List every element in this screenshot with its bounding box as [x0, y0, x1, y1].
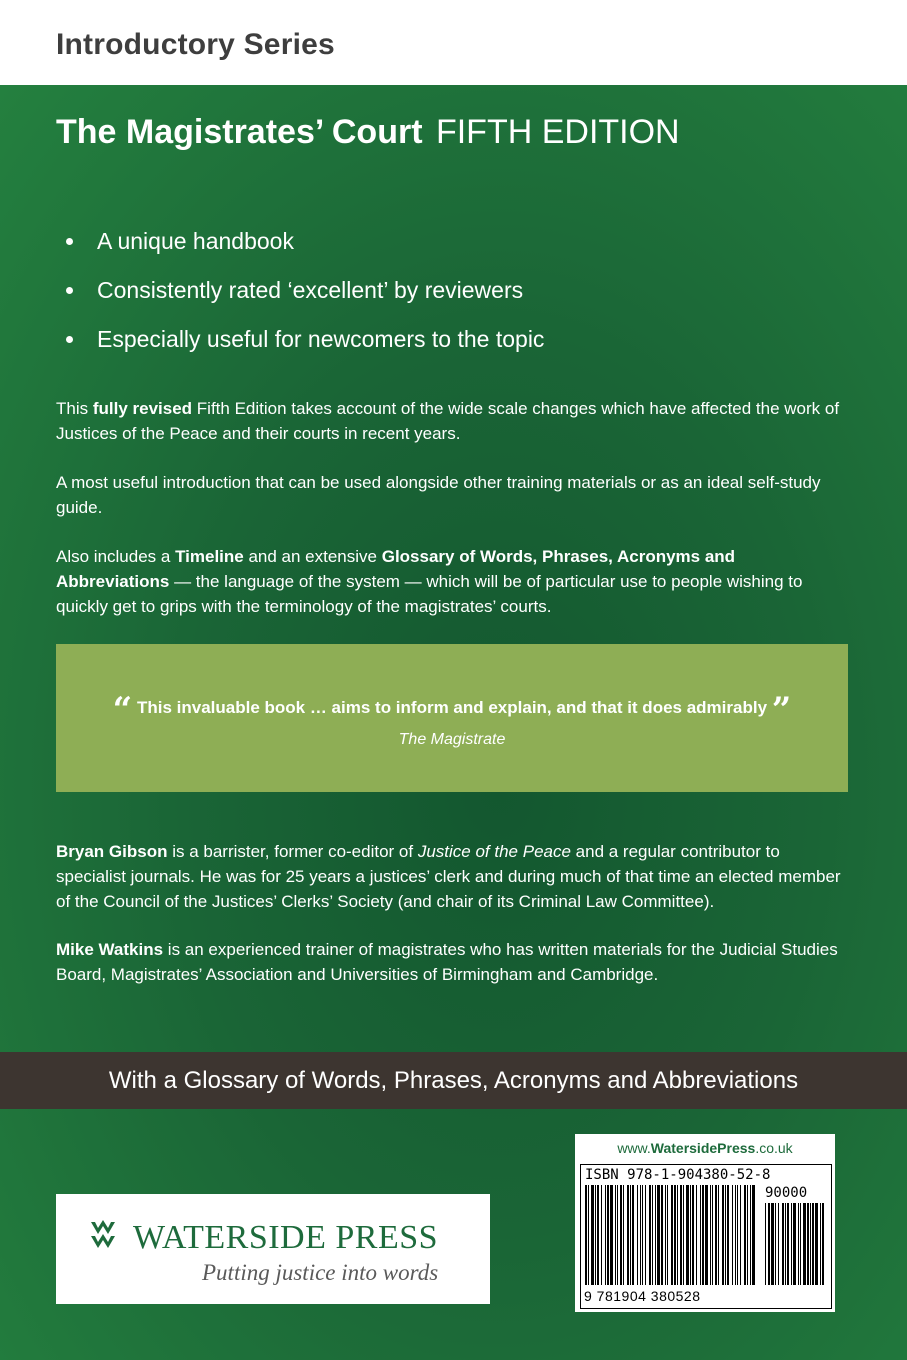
description-paragraph-2: A most useful introduction that can be used alongside other training materials or as an ideal self-study guide.	[56, 473, 821, 517]
review-quote	[56, 690, 848, 730]
bullet-dot-icon	[66, 238, 73, 245]
book-title-main: The Magistrates’ Court	[56, 113, 423, 151]
series-band	[0, 0, 907, 85]
book-edition: FIFTH EDITION	[435, 113, 680, 151]
bullet-item: Especially useful for newcomers to the topic	[56, 320, 544, 369]
bullet-item: A unique handbook	[56, 222, 544, 271]
glossary-band	[0, 1052, 907, 1109]
bullet-item: Consistently rated ‘excellent’ by reviewers	[56, 271, 544, 320]
book-title	[56, 113, 680, 152]
isbn-barcode	[580, 1164, 832, 1309]
isbn-label: ISBN 978-1-904380-52-8	[585, 1167, 771, 1183]
barcode-panel	[575, 1134, 835, 1312]
bullet-dot-icon	[66, 336, 73, 343]
waterside-wave-icon	[89, 1220, 125, 1252]
series-label: Introductory Series	[56, 28, 335, 61]
review-quote-box	[56, 644, 848, 792]
bullet-dot-icon	[66, 287, 73, 294]
author-bio-1: Bryan Gibson is a barrister, former co-editor of Justice of the Peace and a regular contributor to specialist journals. He was for 25 years a justices’ clerk and during much of that time an elected member of the Council of the Justices’ Clerks’ Society (and chair of its Criminal Law Committee).	[56, 842, 841, 911]
close-quote-icon: ”	[771, 690, 792, 730]
publisher-name: WATERSIDE PRESS	[133, 1219, 439, 1256]
publisher-logo	[56, 1194, 490, 1304]
description-paragraph-1: This fully revised Fifth Edition takes account of the wide scale changes which have affected the work of Justices of the Peace and their courts in recent years.	[56, 399, 840, 443]
publisher-tagline: Putting justice into words	[202, 1260, 439, 1285]
review-quote-text: This invaluable book … aims to inform and explain, and that it does admirably	[136, 698, 768, 717]
open-quote-icon: “	[112, 690, 133, 730]
price-addon-label: 90000	[765, 1185, 808, 1201]
author-bio-2: Mike Watkins is an experienced trainer of magistrates who has written materials for the Judicial Studies Board, Magistrates’ Association and Universities of Birmingham and Cambridge.	[56, 940, 838, 984]
feature-bullets	[56, 222, 544, 369]
barcode-bars	[583, 1185, 829, 1289]
publisher-url[interactable]: www.WatersidePress.co.uk	[617, 1140, 793, 1156]
description-paragraph-3: Also includes a Timeline and an extensive Glossary of Words, Phrases, Acronyms and Abbreviations — the language of the system — which will be of particular use to people wishing to quickly get to grips with the terminology of the magistrates’ courts.	[56, 547, 803, 616]
review-source: The Magistrate	[398, 731, 506, 748]
glossary-band-text: With a Glossary of Words, Phrases, Acronyms and Abbreviations	[108, 1067, 799, 1094]
barcode-number: 9 781904 380528	[584, 1288, 701, 1304]
